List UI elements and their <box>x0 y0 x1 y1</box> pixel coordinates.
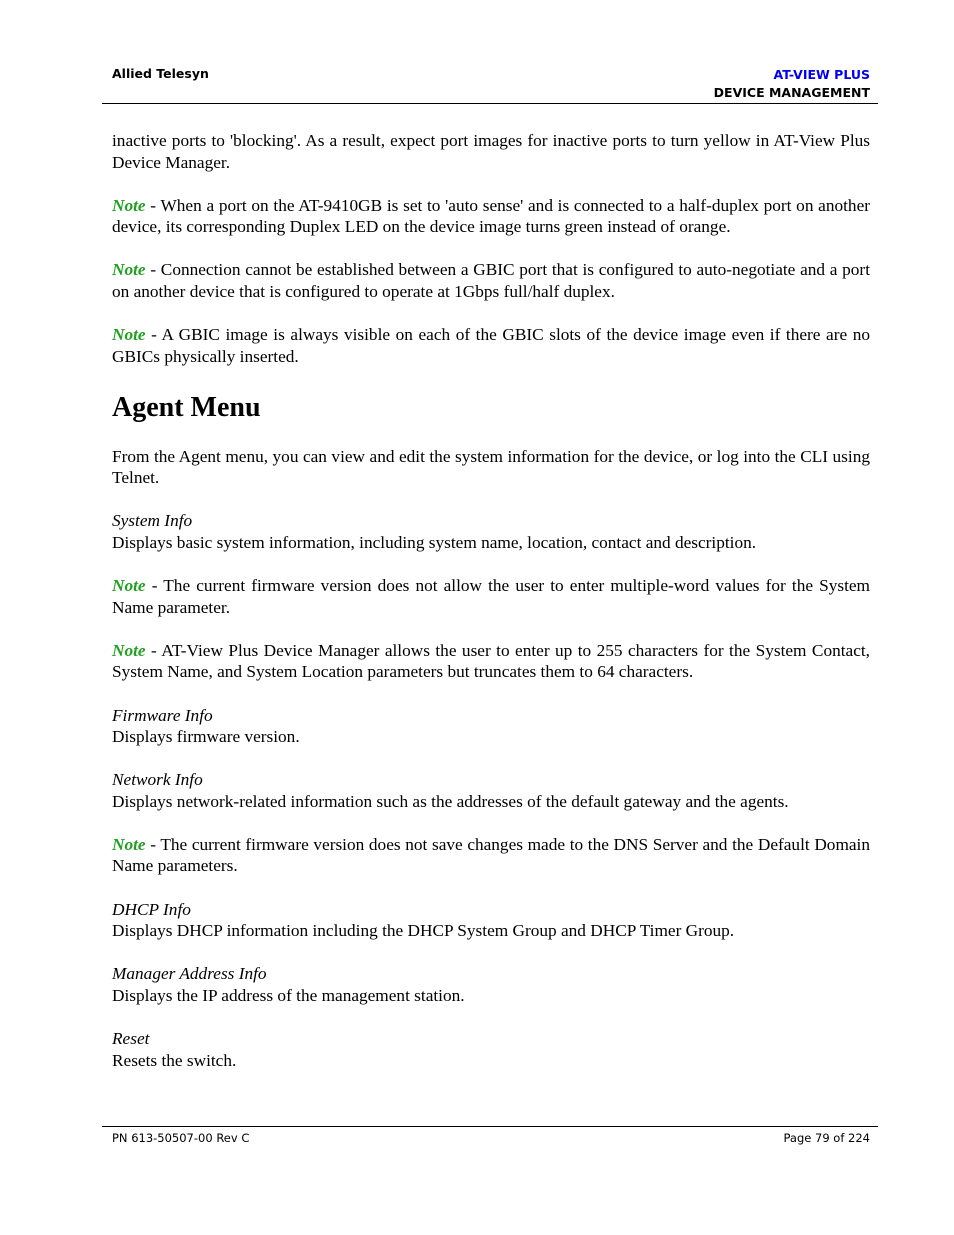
note-label: Note <box>112 640 146 660</box>
header-right <box>714 66 870 102</box>
note-text: - Connection cannot be established between a GBIC port that is configured to auto-negotiate and a port on another device that is configured to operate at 1Gbps full/half duplex. <box>112 260 870 301</box>
note-paragraph <box>112 195 870 238</box>
desc-dhcp-info: Displays DHCP information including the DHCP System Group and DHCP Timer Group. <box>112 921 735 941</box>
note-paragraph <box>112 324 870 367</box>
term-reset: Reset <box>112 1028 150 1048</box>
note-text: - The current firmware version does not save changes made to the DNS Server and the Default Domain Name parameters. <box>112 834 870 876</box>
desc-system-info: Displays basic system information, including system name, location, contact and description. <box>112 533 757 553</box>
note-paragraph <box>112 259 870 302</box>
section-heading: Agent Menu <box>112 391 261 423</box>
desc-reset: Resets the switch. <box>112 1050 237 1070</box>
term-firmware-info: Firmware Info <box>112 705 213 725</box>
note-paragraph <box>112 640 870 683</box>
note-paragraph <box>112 575 870 618</box>
note-text: - When a port on the AT-9410GB is set to 'auto sense' and is connected to a half-duplex port on another device, its corresponding Duplex LED on the device image turns green instead of orange. <box>112 195 870 237</box>
term-manager-address-info: Manager Address Info <box>112 964 267 984</box>
footer-rule <box>102 1126 878 1127</box>
header-rule <box>102 103 878 104</box>
section-intro: From the Agent menu, you can view and edit the system information for the device, or log into the CLI using Telnet. <box>112 446 870 488</box>
note-label: Note <box>112 260 146 280</box>
page-number: Page 79 of 224 <box>783 1131 870 1145</box>
product-name: AT-VIEW PLUS <box>773 67 870 82</box>
desc-network-info: Displays network-related information such as the addresses of the default gateway and the agents. <box>112 791 789 811</box>
intro-paragraph: inactive ports to 'blocking'. As a result, expect port images for inactive ports to turn yellow in AT-View Plus Device Manager. <box>112 131 870 172</box>
note-label: Note <box>112 576 146 596</box>
note-label: Note <box>112 834 146 854</box>
note-label: Note <box>112 325 146 345</box>
section-name: DEVICE MANAGEMENT <box>713 85 870 100</box>
term-dhcp-info: DHCP Info <box>112 899 191 919</box>
page-body <box>112 130 870 1093</box>
note-text: - The current firmware version does not allow the user to enter multiple-word values for the System Name parameter. <box>112 576 870 617</box>
note-text: - A GBIC image is always visible on each of the GBIC slots of the device image even if there are no GBICs physically inserted. <box>112 325 870 366</box>
term-network-info: Network Info <box>112 770 203 790</box>
note-label: Note <box>112 195 146 215</box>
note-text: - AT-View Plus Device Manager allows the user to enter up to 255 characters for the System Contact, System Name, and System Location parameters but truncates them to 64 characters. <box>112 640 870 682</box>
note-paragraph <box>112 834 870 877</box>
company-name: Allied Telesyn <box>112 66 209 81</box>
desc-firmware-info: Displays firmware version. <box>112 727 300 747</box>
part-number: PN 613-50507-00 Rev C <box>112 1131 250 1145</box>
term-system-info: System Info <box>112 511 193 531</box>
desc-manager-address-info: Displays the IP address of the management station. <box>112 985 465 1005</box>
